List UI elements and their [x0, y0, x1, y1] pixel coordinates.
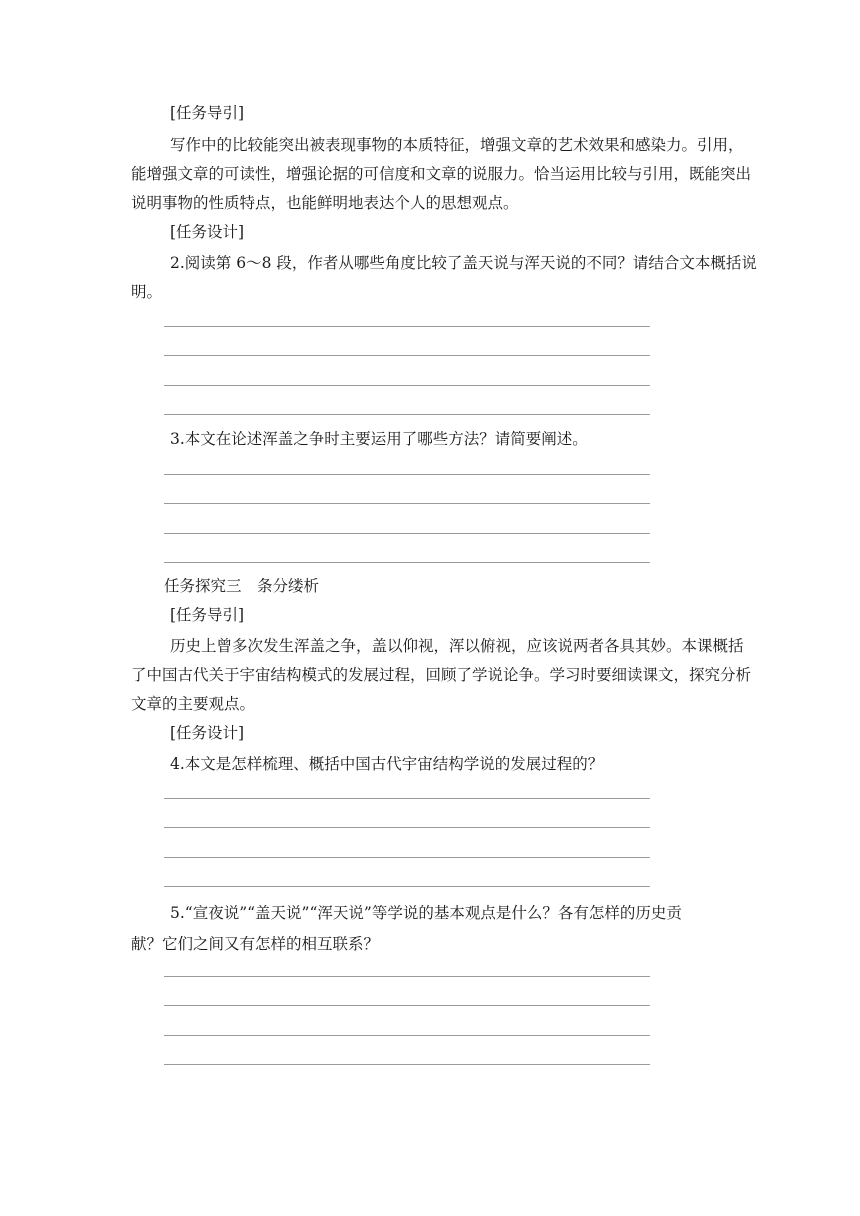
answer-line[interactable]: [164, 474, 650, 475]
question-4: 4.本文是怎样梳理、概括中国古代宇宙结构学说的发展过程的？: [170, 755, 604, 773]
answer-line[interactable]: [164, 385, 650, 386]
task-guide-heading: [任务导引]: [170, 104, 245, 122]
answer-line[interactable]: [164, 414, 650, 415]
answer-line[interactable]: [164, 798, 650, 799]
answer-line[interactable]: [164, 355, 650, 356]
answer-line[interactable]: [164, 503, 650, 504]
answer-line[interactable]: [164, 976, 650, 977]
answer-line[interactable]: [164, 326, 650, 327]
answer-line[interactable]: [164, 533, 650, 534]
question-2-line: 2.阅读第 6～8 段，作者从哪些角度比较了盖天说与浑天说的不同？请结合文本概括说: [170, 254, 757, 272]
question-5-line: 5.“宣夜说”“盖天说”“浑天说”等学说的基本观点是什么？各有怎样的历史贡: [170, 904, 682, 922]
guide-paragraph-line: 能增强文章的可读性，增强论据的可信度和文章的说服力。恰当运用比较与引用，既能突出: [131, 165, 752, 183]
answer-line[interactable]: [164, 1005, 650, 1006]
answer-line[interactable]: [164, 1035, 650, 1036]
answer-line[interactable]: [164, 827, 650, 828]
answer-line[interactable]: [164, 886, 650, 887]
guide-paragraph-line: 历史上曾多次发生浑盖之争，盖以仰视，浑以俯视，应该说两者各具其妙。本课概括: [170, 637, 744, 655]
answer-line[interactable]: [164, 562, 650, 563]
question-5-line: 献？它们之间又有怎样的相互联系？: [131, 935, 380, 953]
guide-paragraph-line: 了中国古代关于宇宙结构模式的发展过程，回顾了学说论争。学习时要细读课文，探究分析: [131, 666, 752, 684]
guide-paragraph-line: 文章的主要观点。: [131, 695, 256, 713]
task-guide-heading: [任务导引]: [170, 606, 245, 624]
question-3: 3.本文在论述浑盖之争时主要运用了哪些方法？请简要阐述。: [170, 430, 588, 448]
question-2-line: 明。: [131, 283, 163, 301]
task-design-heading: [任务设计]: [170, 724, 245, 742]
guide-paragraph-line: 写作中的比较能突出被表现事物的本质特征，增强文章的艺术效果和感染力。引用，: [170, 136, 744, 154]
answer-line[interactable]: [164, 1064, 650, 1065]
guide-paragraph-line: 说明事物的性质特点，也能鲜明地表达个人的思想观点。: [131, 194, 519, 212]
answer-line[interactable]: [164, 857, 650, 858]
task-design-heading: [任务设计]: [170, 223, 245, 241]
section-title: 任务探究三 条分缕析: [164, 577, 320, 595]
